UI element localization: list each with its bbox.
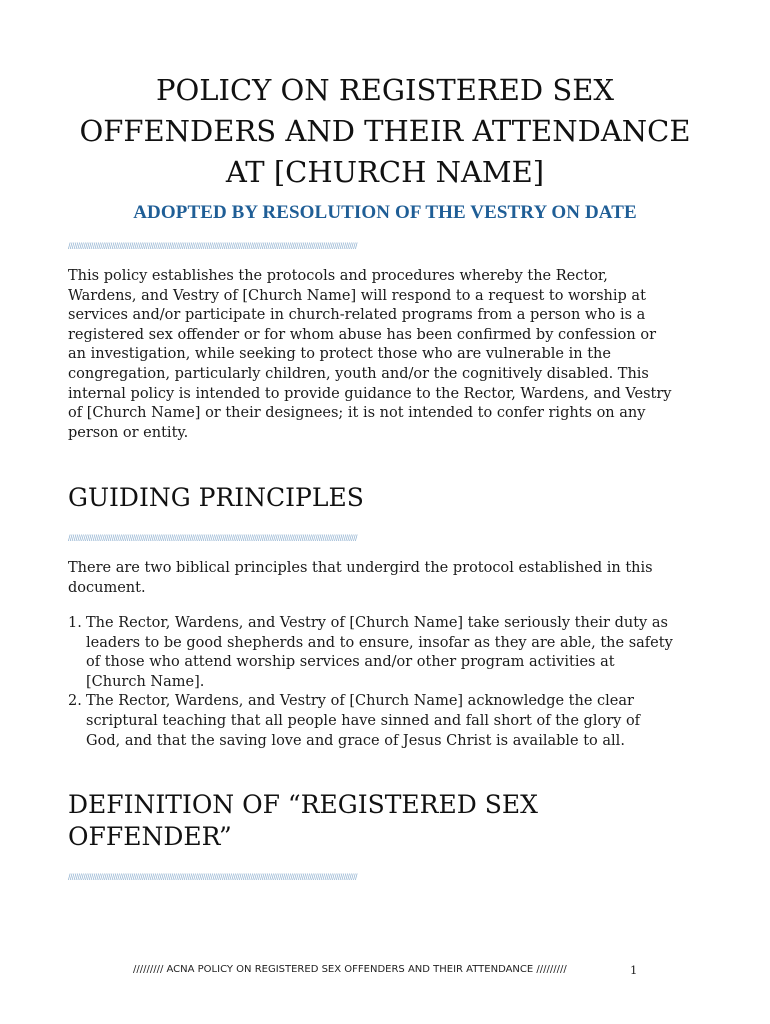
principles-intro (68, 559, 708, 598)
title-line: AT [CHURCH NAME] (225, 155, 545, 189)
page-footer: ///////// ACNA POLICY ON REGISTERED SEX OFFENDERS AND THEIR ATTENDANCE ///////// (133, 964, 567, 975)
intro-paragraph (68, 267, 708, 443)
list-line: The Rector, Wardens, and Vestry of [Church Name] acknowledge the clear (86, 693, 634, 710)
list-line: leaders to be good shepherds and to ensure, insofar as they are able, the safety (86, 634, 673, 651)
adoption-subtitle: ADOPTED BY RESOLUTION OF THE VESTRY ON DATE (133, 202, 637, 223)
section-divider: //////////////////////////////////////////////////////////////////////////////////////////////////////////////////////////////////////////////////////// (68, 872, 357, 882)
list-line: God, and that the saving love and grace of Jesus Christ is available to all. (86, 732, 625, 749)
section-divider: //////////////////////////////////////////////////////////////////////////////////////////////////////////////////////////////////////////////////////// (68, 241, 357, 251)
list-line: scriptural teaching that all people have sinned and fall short of the glory of (86, 712, 641, 729)
list-item (68, 614, 708, 692)
intro-line: person or entity. (68, 424, 189, 441)
title-line: POLICY ON REGISTERED SEX (155, 73, 615, 107)
list-item (68, 692, 708, 751)
section-divider: //////////////////////////////////////////////////////////////////////////////////////////////////////////////////////////////////////////////////////// (68, 533, 357, 543)
principles-intro-line: There are two biblical principles that undergird the protocol established in this (68, 560, 653, 576)
title-line: OFFENDERS AND THEIR ATTENDANCE (79, 114, 691, 148)
list-line: [Church Name]. (86, 673, 205, 690)
document-title (60, 70, 710, 193)
intro-line: services and/or participate in church-related programs from a person who is a (68, 307, 646, 324)
list-line: of those who attend worship services and/or other program activities at (86, 654, 615, 671)
list-line: The Rector, Wardens, and Vestry of [Church Name] take seriously their duty as (86, 615, 668, 631)
intro-line: an investigation, while seeking to protect those who are vulnerable in the (68, 346, 611, 363)
intro-line: congregation, particularly children, youth and/or the cognitively disabled. This (68, 365, 649, 382)
heading-line: OFFENDER” (68, 822, 232, 851)
section-heading-guiding-principles (68, 482, 364, 514)
intro-line: This policy establishes the protocols and procedures whereby the Rector, (68, 268, 608, 284)
heading-text: GUIDING PRINCIPLES (68, 483, 364, 512)
principles-intro-line: document. (68, 579, 146, 596)
heading-line: DEFINITION OF “REGISTERED SEX (68, 790, 538, 819)
list-number: 2. (68, 693, 82, 710)
page-number: 1 (630, 963, 638, 977)
intro-line: internal policy is intended to provide guidance to the Rector, Wardens, and Vestry (68, 385, 672, 402)
intro-line: registered sex offender or for whom abuse has been confirmed by confession or (68, 326, 657, 343)
intro-line: of [Church Name] or their designees; it is not intended to confer rights on any (68, 405, 646, 422)
section-heading-definition (68, 789, 538, 853)
intro-line: Wardens, and Vestry of [Church Name] will respond to a request to worship at (68, 287, 646, 304)
list-number: 1. (68, 615, 82, 631)
principles-list (68, 614, 708, 751)
